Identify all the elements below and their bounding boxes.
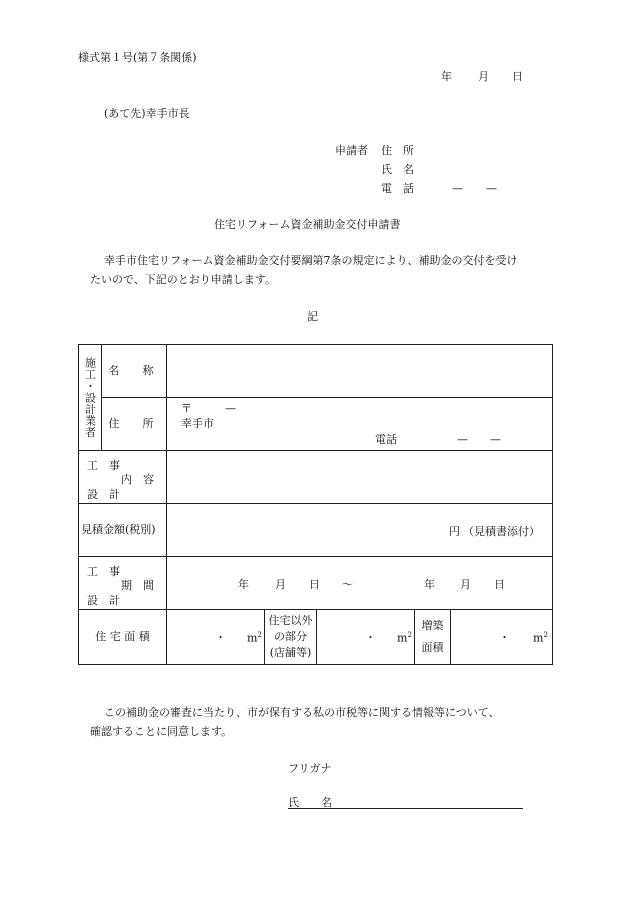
end-year: 年 bbox=[424, 578, 435, 591]
contractor-address-label: 住 所 bbox=[102, 398, 167, 451]
applicant-phone-dash: — bbox=[486, 182, 497, 195]
date-month-label: 月 bbox=[478, 70, 489, 83]
non-residential-area-field[interactable]: ・ $m^2$ bbox=[317, 610, 415, 665]
consent-line: この補助金の審査に当たり、市が保有する私の市税等に関する情報等について、 bbox=[104, 706, 500, 719]
body-line: 幸手市住宅リフォーム資金補助金交付要綱第7条の規定により、補助金の交付を受け bbox=[104, 254, 518, 267]
application-table bbox=[78, 344, 553, 665]
form-number: 様式第１号(第７条関係) bbox=[78, 51, 197, 64]
contractor-name-field[interactable] bbox=[167, 345, 553, 398]
start-year: 年 bbox=[238, 578, 249, 591]
end-month: 月 bbox=[460, 578, 471, 591]
furigana-label: フリガナ bbox=[288, 762, 332, 775]
start-day: 日 bbox=[309, 578, 320, 591]
contractor-label: 施工・設計業者 bbox=[83, 357, 97, 438]
period-tilde: 〜 bbox=[342, 578, 353, 591]
signature-line[interactable] bbox=[288, 808, 523, 809]
estimate-field[interactable] bbox=[167, 504, 553, 557]
document-title: 住宅リフォーム資金補助金交付申請書 bbox=[214, 218, 401, 231]
start-month: 月 bbox=[275, 578, 286, 591]
estimate-unit: 円 bbox=[449, 525, 460, 538]
applicant-name-label: 氏 名 bbox=[381, 163, 414, 176]
work-content-field[interactable] bbox=[167, 451, 553, 504]
contractor-phone-dash: — bbox=[457, 433, 468, 446]
non-residential-label: 住宅以外 の部分 (店舗等) bbox=[265, 610, 317, 665]
contractor-label-cell bbox=[79, 345, 102, 451]
work-content-label: 工 事 内 容 設 計 bbox=[79, 451, 167, 504]
estimate-label: 見積金額(税別) bbox=[79, 504, 167, 557]
house-area-field[interactable]: ・ $m^2$ bbox=[167, 610, 265, 665]
end-day: 日 bbox=[494, 578, 505, 591]
contractor-phone-label: 電話 bbox=[375, 433, 397, 446]
contractor-phone-dash: — bbox=[490, 433, 501, 446]
applicant-address-label: 住 所 bbox=[381, 144, 414, 157]
body-line: たいので、下記のとおり申請します。 bbox=[90, 273, 276, 286]
date-day-label: 日 bbox=[512, 70, 523, 83]
extension-area-label: 増築 面積 bbox=[415, 610, 451, 665]
recipient: (あて先)幸手市長 bbox=[104, 107, 190, 120]
applicant-phone-label: 電 話 bbox=[381, 182, 414, 195]
contractor-city: 幸手市 bbox=[181, 417, 214, 430]
date-year-label: 年 bbox=[441, 70, 452, 83]
postal-dash: — bbox=[225, 402, 236, 415]
work-period-field[interactable] bbox=[167, 557, 553, 610]
extension-area-field[interactable]: ・ $m^2$ bbox=[451, 610, 553, 665]
applicant-phone-dash: — bbox=[452, 182, 463, 195]
contractor-address-field[interactable] bbox=[167, 398, 553, 451]
postal-mark: 〒 bbox=[181, 402, 192, 415]
ki-heading: 記 bbox=[307, 310, 318, 323]
contractor-name-label: 名 称 bbox=[102, 345, 167, 398]
estimate-note: （見積書添付） bbox=[463, 525, 540, 538]
applicant-label: 申請者 bbox=[335, 144, 368, 157]
consent-line: 確認することに同意します。 bbox=[90, 725, 233, 738]
signature-name-label: 氏 名 bbox=[288, 796, 332, 809]
house-area-label: 住 宅 面 積 bbox=[79, 610, 167, 665]
work-period-label: 工 事 期 間 設 計 bbox=[79, 557, 167, 610]
